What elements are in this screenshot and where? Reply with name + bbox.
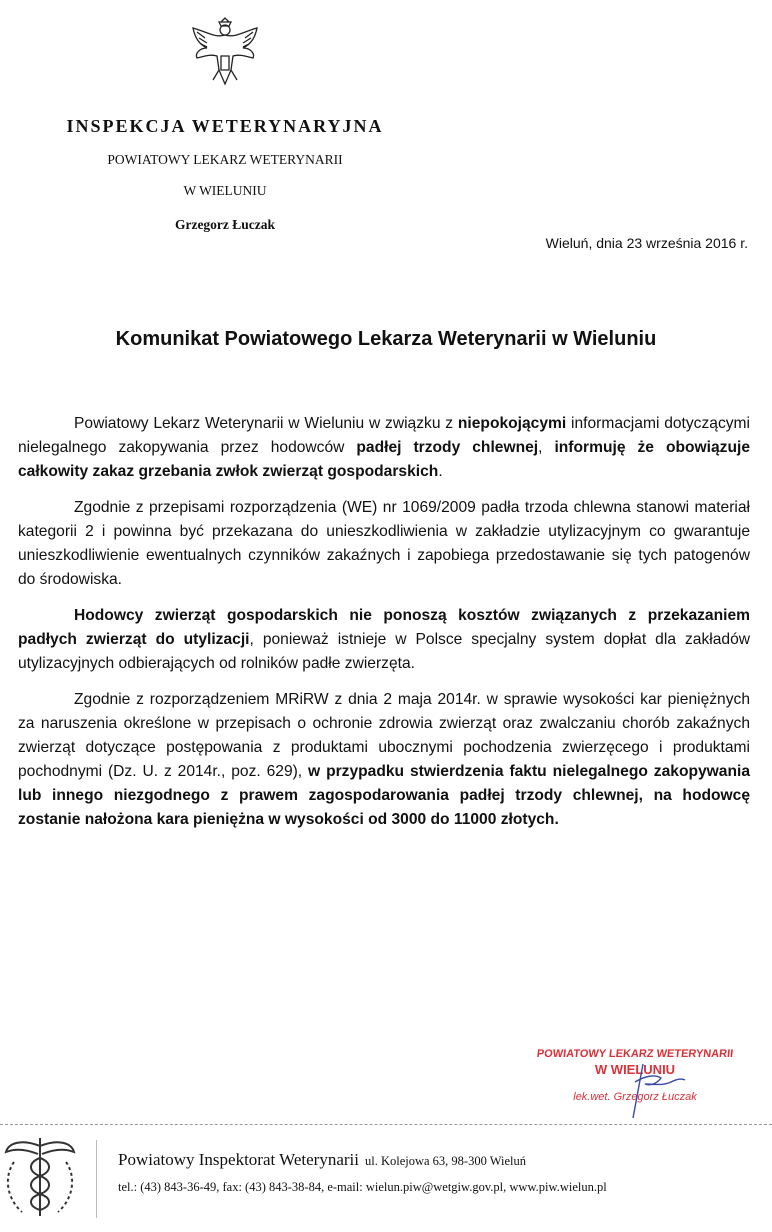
footer-divider: [96, 1140, 97, 1218]
paragraph-4-bold: w przypadku stwierdzenia faktu nielegalnego zakopywania lub innego niezgodnego z prawem zagospodarowania padłej trzody chlewnej, na hodowcę zostanie nałożona kara pieniężna w wysokości od 3000 do 11000 złotych.: [18, 763, 751, 828]
footer-separator: [0, 1124, 772, 1125]
document-body: [18, 412, 750, 844]
officer-name: Grzegorz Łuczak: [174, 217, 276, 232]
paragraph-1-text-c: ,: [538, 439, 555, 456]
document-title: Komunikat Powiatowego Lekarza Weterynarii w Wieluniu: [115, 328, 657, 350]
office-location: W WIELUNIU: [183, 183, 267, 198]
footer-organization: [118, 1150, 526, 1170]
paragraph-1-text-d: .: [438, 463, 443, 480]
stamp-line-2: W WIELUNIU: [594, 1062, 676, 1077]
office-name: POWIATOWY LEKARZ WETERYNARII: [107, 152, 343, 167]
paragraph-3-text: , ponieważ istnieje w Polsce specjalny system dopłat dla zakładów utylizacyjnych odbierających od rolników padłe zwierzęta.: [18, 631, 751, 672]
caduceus-icon: [0, 1132, 80, 1222]
polish-eagle-emblem-icon: [185, 10, 265, 90]
handwritten-signature-icon: [605, 1060, 695, 1120]
institution-title: INSPEKCJA WETERYNARYJNA: [66, 116, 384, 136]
paragraph-1-text-a: Powiatowy Lekarz Weterynarii w Wieluniu w związku z: [74, 415, 458, 432]
paragraph-3: [18, 604, 750, 676]
paragraph-4: [18, 688, 750, 832]
paragraph-2: Zgodnie z przepisami rozporządzenia (WE) nr 1069/2009 padła trzoda chlewna stanowi materiał kategorii 2 i powinna być przekazana do unieszkodliwienia w zakładzie utylizacyjnym co gwarantuje unieszkodliwienie ewentualnych czynników zakaźnych i zapobiega przedostawanie się tych patogenów do środowiska.: [18, 499, 750, 588]
paragraph-1-bold-a: niepokojącymi: [457, 415, 567, 432]
stamp-line-3: lek.wet. Grzegorz Łuczak: [573, 1091, 697, 1103]
paragraph-1-bold-b: padłej trzody chlewnej: [356, 439, 539, 456]
paragraph-4-text: Zgodnie z rozporządzeniem MRiRW z dnia 2 maja 2014r. w sprawie wysokości kar pieniężnych za naruszenia określone w przepisach o ochronie zdrowia zwierząt oraz zwalczaniu chorób zakaźnych zwierząt dotyczące postępowania z produktami ubocznymi pochodzenia zwierzęcego i produktami pochodnymi (Dz. U. z 2014r., poz. 629),: [18, 691, 750, 780]
paragraph-3-bold: Hodowcy zwierząt gospodarskich nie ponoszą kosztów związanych z przekazaniem padłych zwierząt do utylizacji: [18, 607, 750, 648]
stamp-line-1: POWIATOWY LEKARZ WETERYNARII: [536, 1048, 734, 1060]
footer-address: ul. Kolejowa 63, 98-300 Wieluń: [364, 1154, 527, 1168]
paragraph-1: [18, 412, 750, 484]
paragraph-1-text-b: informacjami dotyczącymi nielegalnego zakopywania przez hodowców: [18, 415, 750, 456]
paragraph-1-bold-c: informuję że obowiązuje całkowity zakaz grzebania zwłok zwierząt gospodarskich: [18, 439, 750, 480]
footer-contact: tel.: (43) 843-36-49, fax: (43) 843-38-84, e-mail: wielun.piw@wetgiw.gov.pl, www.piw.wielun.pl: [118, 1180, 607, 1194]
document-date: Wieluń, dnia 23 września 2016 r.: [545, 235, 748, 251]
footer-org-name: Powiatowy Inspektorat Weterynarii: [118, 1150, 359, 1169]
